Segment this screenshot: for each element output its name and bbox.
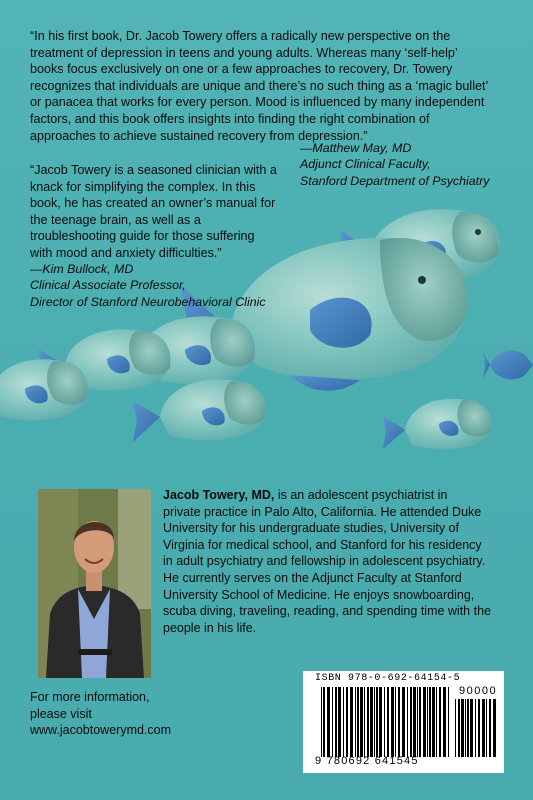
barcode-bar <box>370 687 373 757</box>
barcode-bar <box>436 687 437 757</box>
barcode-bar <box>443 687 446 757</box>
barcode-bar <box>486 699 487 757</box>
barcode-bar <box>332 687 333 757</box>
quote-line: or panacea that works for every person. Mood is influenced by many independent <box>30 95 485 110</box>
quote-line: books focus exclusively on one or a few approaches to recovery, Dr. Towery <box>30 62 453 77</box>
barcode-bar <box>321 687 322 757</box>
review-quote-2 <box>30 162 298 262</box>
barcode-bar <box>478 699 480 757</box>
barcode-bar <box>458 699 460 757</box>
more-info <box>30 689 230 739</box>
barcode-bar <box>402 687 405 757</box>
barcode-bar <box>467 699 469 757</box>
bio-line: in adult psychiatry and fellowship in adolescent psychiatry. <box>163 554 486 569</box>
quote-line: factors, and this book offers insights into finding the right combination of <box>30 111 430 126</box>
bio-line: He currently serves on the Adjunct Faculty at Stanford <box>163 570 462 585</box>
quote-line: the teenage brain, as well as a <box>30 212 201 227</box>
quote-line: knack for simplifying the complex. In this <box>30 179 256 194</box>
attribution-line: —Matthew May, MD <box>300 141 412 155</box>
barcode-bar <box>427 687 428 757</box>
quote-line: approaches to achieve sustained recovery from depression.” <box>30 128 368 143</box>
review-quote-1 <box>30 28 520 144</box>
barcode-bar <box>338 687 341 757</box>
fish-lower-middle <box>133 379 265 442</box>
barcode-bar <box>475 699 476 757</box>
ean-digits: 9 780692 641545 <box>315 755 419 767</box>
barcode-bar <box>374 687 375 757</box>
barcode-bar <box>417 687 418 757</box>
barcode-bar <box>384 687 385 757</box>
barcode-bar <box>364 687 365 757</box>
website-url: www.jacobtowerymd.com <box>30 723 172 738</box>
barcode-bars <box>321 687 451 757</box>
quote-line: “In his first book, Dr. Jacob Towery offers a radically new perspective on the <box>30 29 451 43</box>
barcode-bar <box>327 687 330 757</box>
barcode-bar <box>387 687 389 757</box>
quote-line: recognizes that individuals are unique and there’s no such thing as a ‘magic bullet’ <box>30 78 489 93</box>
attribution-line: Stanford Department of Psychiatry <box>300 173 490 188</box>
quote-line: book, he has created an owner’s manual for <box>30 196 276 211</box>
barcode-bar <box>350 687 353 757</box>
bio-line: University for his undergraduate studies, University of <box>163 521 459 536</box>
more-info-line: please visit <box>30 706 92 721</box>
barcode-bar <box>343 687 344 757</box>
more-info-line: For more information, <box>30 690 150 704</box>
fish-lower-right <box>383 399 491 450</box>
barcode-bar <box>379 687 382 757</box>
barcode-bar <box>376 687 378 757</box>
barcode-bar <box>395 687 396 757</box>
barcode-bar <box>367 687 369 757</box>
barcode-bar <box>346 687 348 757</box>
barcode-bar <box>419 687 421 757</box>
bio-line: Virginia for medical school, and Stanford for his residency <box>163 537 482 552</box>
isbn-text: ISBN 978-0-692-64154-5 <box>315 673 461 684</box>
quote-line: troubleshooting guide for those suffering <box>30 229 255 244</box>
attribution-line: Clinical Associate Professor, <box>30 278 186 293</box>
barcode-bar <box>423 687 426 757</box>
review-attribution-2 <box>30 261 310 310</box>
price-code: 90000 <box>459 685 498 697</box>
barcode-bar <box>455 699 456 757</box>
barcode-bar <box>323 687 325 757</box>
barcode-bar <box>413 687 416 757</box>
fish-row-first <box>0 359 88 420</box>
barcode-bar <box>493 699 496 757</box>
barcode-bar <box>465 699 466 757</box>
bio-line: University School of Medicine. He enjoys snowboarding, <box>163 587 475 602</box>
barcode-bar <box>448 687 449 757</box>
barcode-bar <box>461 699 464 757</box>
barcode-bar <box>360 687 363 757</box>
quote-line: treatment of depression in teens and young adults. Whereas many ‘self-help’ <box>30 45 458 60</box>
bio-line-first <box>163 487 523 504</box>
bio-line-rest: is an adolescent psychiatrist in <box>274 488 448 502</box>
bio-line: private practice in Palo Alto, California. He attended Duke <box>163 504 482 519</box>
barcode-bar <box>439 687 441 757</box>
attribution-line: Director of Stanford Neurobehavioral Clinic <box>30 294 266 309</box>
quote-line: with mood and anxiety difficulties.” <box>30 245 222 260</box>
quote-line: “Jacob Towery is a seasoned clinician with a <box>30 163 277 177</box>
barcode-bar <box>407 687 408 757</box>
barcode-bar <box>410 687 412 757</box>
barcode-bar <box>391 687 394 757</box>
attribution-line: Adjunct Clinical Faculty, <box>300 157 431 172</box>
author-bio <box>163 487 523 636</box>
barcode-bar <box>357 687 359 757</box>
fish-far-right-small <box>483 351 533 380</box>
barcode-bar <box>335 687 337 757</box>
barcode-bar <box>429 687 431 757</box>
author-portrait-illustration <box>38 489 151 678</box>
barcode-bar <box>482 699 485 757</box>
bio-line: scuba diving, traveling, reading, and spending time with the <box>163 604 491 619</box>
barcode-bar <box>470 699 473 757</box>
barcode-bar <box>398 687 400 757</box>
attribution-line: —Kim Bullock, MD <box>30 262 134 276</box>
barcode-bar <box>489 699 491 757</box>
barcode-addon-bars <box>455 699 497 757</box>
author-photo <box>38 489 151 678</box>
bio-line: people in his life. <box>163 620 257 635</box>
review-attribution-1 <box>300 140 525 189</box>
barcode-bar <box>432 687 435 757</box>
author-name: Jacob Towery, MD, <box>163 488 275 502</box>
barcode-bar <box>355 687 356 757</box>
isbn-barcode <box>303 671 504 773</box>
